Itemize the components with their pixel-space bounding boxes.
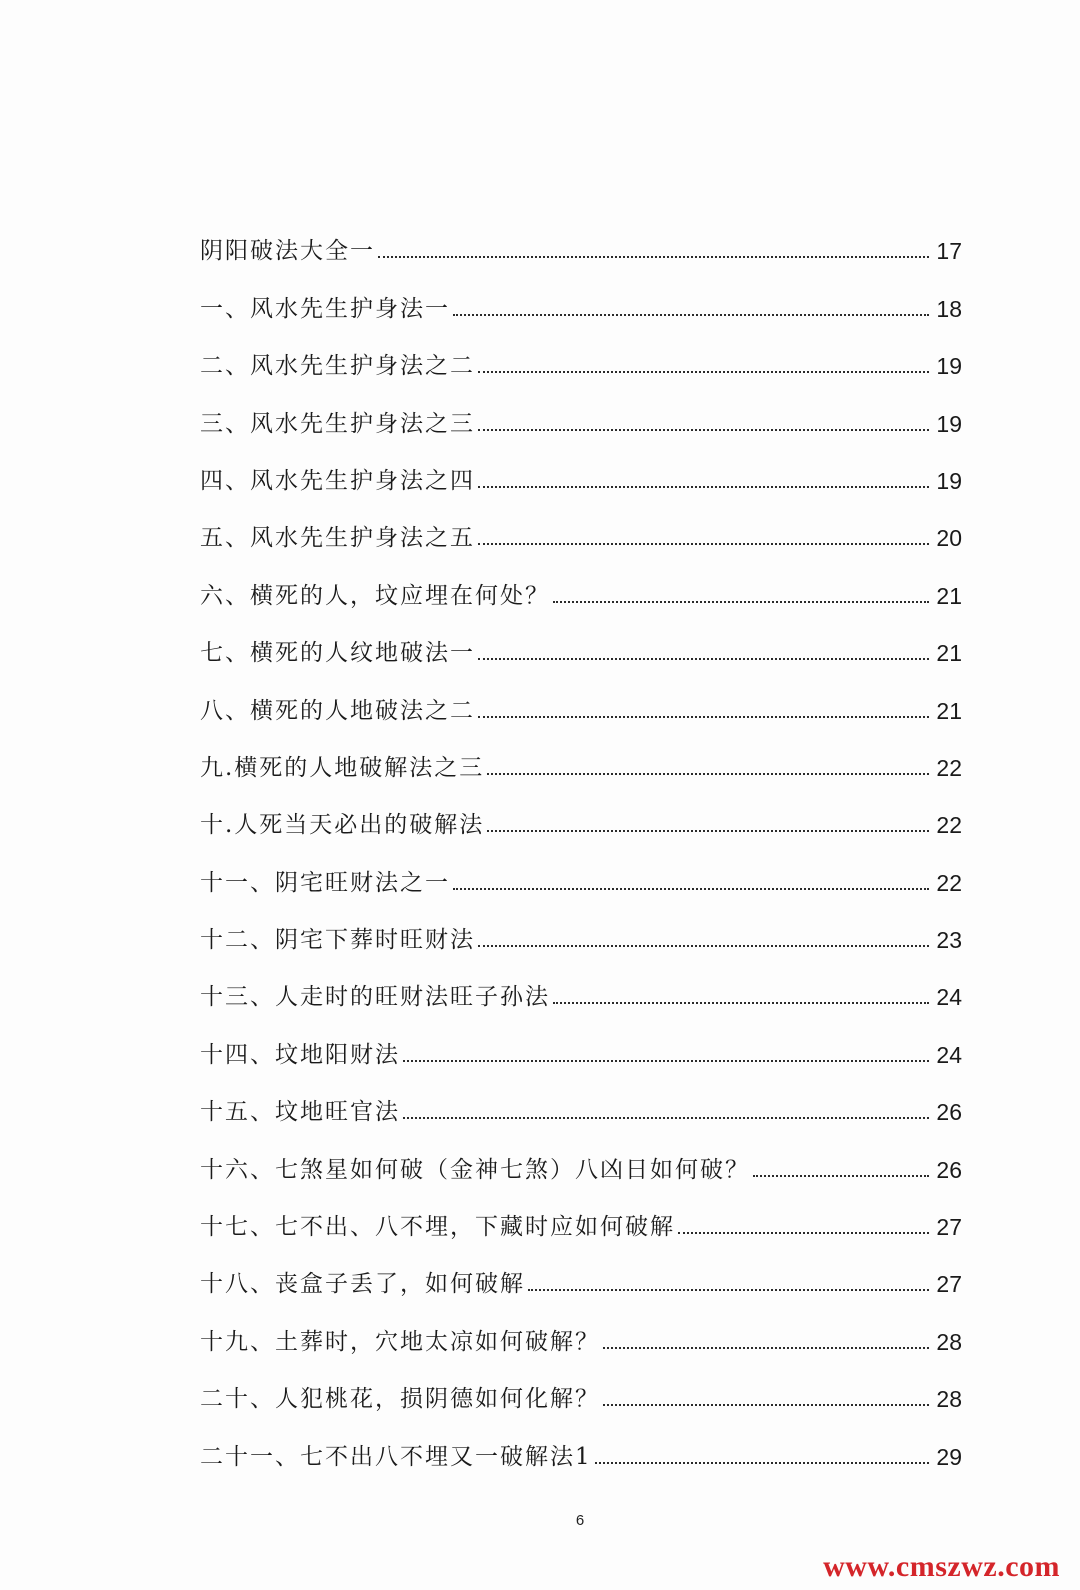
dot-leader xyxy=(753,1175,929,1177)
dot-leader xyxy=(478,543,929,545)
dot-leader xyxy=(453,314,929,316)
toc-entry-title: 二、风水先生护身法之二 xyxy=(200,353,475,380)
toc-entry-title: 十.人死当天必出的破解法 xyxy=(200,812,485,839)
page-number: 6 xyxy=(575,1512,585,1529)
toc-entry-title: 十四、坟地阳财法 xyxy=(200,1041,400,1068)
toc-entry-title: 十三、人走时的旺财法旺子孙法 xyxy=(200,984,550,1011)
toc-entry-title: 九.横死的人地破解法之三 xyxy=(200,754,485,781)
dot-leader xyxy=(678,1232,929,1234)
toc-entry-title: 八、横死的人地破法之二 xyxy=(200,697,475,724)
dot-leader xyxy=(528,1289,929,1291)
toc-entry-page: 22 xyxy=(936,812,962,839)
toc-entry-page: 29 xyxy=(936,1443,962,1470)
dot-leader xyxy=(478,945,929,947)
toc-entry-title: 七、横死的人纹地破法一 xyxy=(200,640,475,667)
toc-entry[interactable] xyxy=(200,837,962,894)
toc-entry[interactable] xyxy=(200,608,962,665)
toc-entry[interactable] xyxy=(200,1009,962,1066)
toc-entry-title: 十八、丧盒子丢了，如何破解 xyxy=(200,1271,525,1298)
toc-entry-title: 二十一、七不出八不埋又一破解法1 xyxy=(200,1443,592,1470)
toc-entry-page: 19 xyxy=(936,410,962,437)
dot-leader xyxy=(403,1060,929,1062)
toc-entry[interactable] xyxy=(200,665,962,722)
toc-entry[interactable] xyxy=(200,895,962,952)
toc-entry-page: 26 xyxy=(936,1099,962,1126)
dot-leader xyxy=(487,830,929,832)
toc-entry-page: 21 xyxy=(936,582,962,609)
dot-leader xyxy=(478,371,929,373)
toc-entry-title: 十七、七不出、八不埋，下藏时应如何破解 xyxy=(200,1214,675,1241)
dot-leader xyxy=(453,888,929,890)
toc-entry-page: 28 xyxy=(936,1328,962,1355)
toc-entry-page: 26 xyxy=(936,1156,962,1183)
toc-entry[interactable] xyxy=(200,1296,962,1353)
toc-entry-page: 24 xyxy=(936,1041,962,1068)
dot-leader xyxy=(378,256,929,258)
dot-leader xyxy=(478,486,929,488)
dot-leader xyxy=(403,1117,929,1119)
toc-entry[interactable] xyxy=(200,1067,962,1124)
toc-entry-title: 阴阳破法大全一 xyxy=(200,238,375,265)
toc-entry[interactable] xyxy=(200,550,962,607)
toc-entry-title: 十一、阴宅旺财法之一 xyxy=(200,869,450,896)
toc-entry[interactable] xyxy=(200,952,962,1009)
dot-leader xyxy=(603,1347,929,1349)
toc-entry-page: 18 xyxy=(936,295,962,322)
toc-entry-page: 23 xyxy=(936,927,962,954)
dot-leader xyxy=(478,658,929,660)
dot-leader xyxy=(553,1002,929,1004)
dot-leader xyxy=(478,429,929,431)
toc-entry[interactable] xyxy=(200,1411,962,1468)
toc-entry[interactable] xyxy=(200,1239,962,1296)
dot-leader xyxy=(603,1404,929,1406)
toc-entry[interactable] xyxy=(200,1182,962,1239)
toc-entry-page: 27 xyxy=(936,1214,962,1241)
toc-entry-title: 五、风水先生护身法之五 xyxy=(200,525,475,552)
dot-leader xyxy=(478,716,929,718)
toc-entry-title: 十九、土葬时，穴地太凉如何破解？ xyxy=(200,1328,600,1355)
toc-entry-title: 二十、人犯桃花，损阴德如何化解？ xyxy=(200,1386,600,1413)
dot-leader xyxy=(595,1462,929,1464)
toc-entry-page: 27 xyxy=(936,1271,962,1298)
toc-entry-title: 三、风水先生护身法之三 xyxy=(200,410,475,437)
toc-entry-page: 19 xyxy=(936,353,962,380)
dot-leader xyxy=(487,773,929,775)
table-of-contents xyxy=(200,206,962,1469)
toc-entry-page: 22 xyxy=(936,754,962,781)
toc-entry[interactable] xyxy=(200,493,962,550)
toc-entry-page: 21 xyxy=(936,640,962,667)
dot-leader xyxy=(553,601,929,603)
toc-entry[interactable] xyxy=(200,321,962,378)
toc-entry[interactable] xyxy=(200,780,962,837)
toc-entry[interactable] xyxy=(200,378,962,435)
toc-entry-title: 十六、七煞星如何破（金神七煞）八凶日如何破？ xyxy=(200,1156,750,1183)
toc-entry-title: 四、风水先生护身法之四 xyxy=(200,467,475,494)
toc-entry-page: 28 xyxy=(936,1386,962,1413)
toc-entry-title: 六、横死的人，坟应埋在何处？ xyxy=(200,582,550,609)
toc-entry-title: 一、风水先生护身法一 xyxy=(200,295,450,322)
toc-entry-page: 17 xyxy=(936,238,962,265)
toc-entry-page: 21 xyxy=(936,697,962,724)
toc-entry[interactable] xyxy=(200,723,962,780)
toc-entry[interactable] xyxy=(200,263,962,320)
toc-entry-title: 十五、坟地旺官法 xyxy=(200,1099,400,1126)
toc-entry[interactable] xyxy=(200,436,962,493)
toc-entry-title: 十二、阴宅下葬时旺财法 xyxy=(200,927,475,954)
toc-entry[interactable] xyxy=(200,1124,962,1181)
toc-entry-page: 20 xyxy=(936,525,962,552)
toc-entry-page: 22 xyxy=(936,869,962,896)
toc-entry[interactable] xyxy=(200,1354,962,1411)
toc-entry-page: 19 xyxy=(936,467,962,494)
toc-entry[interactable] xyxy=(200,206,962,263)
watermark: www.cmszwz.com xyxy=(823,1550,1060,1583)
toc-entry-page: 24 xyxy=(936,984,962,1011)
